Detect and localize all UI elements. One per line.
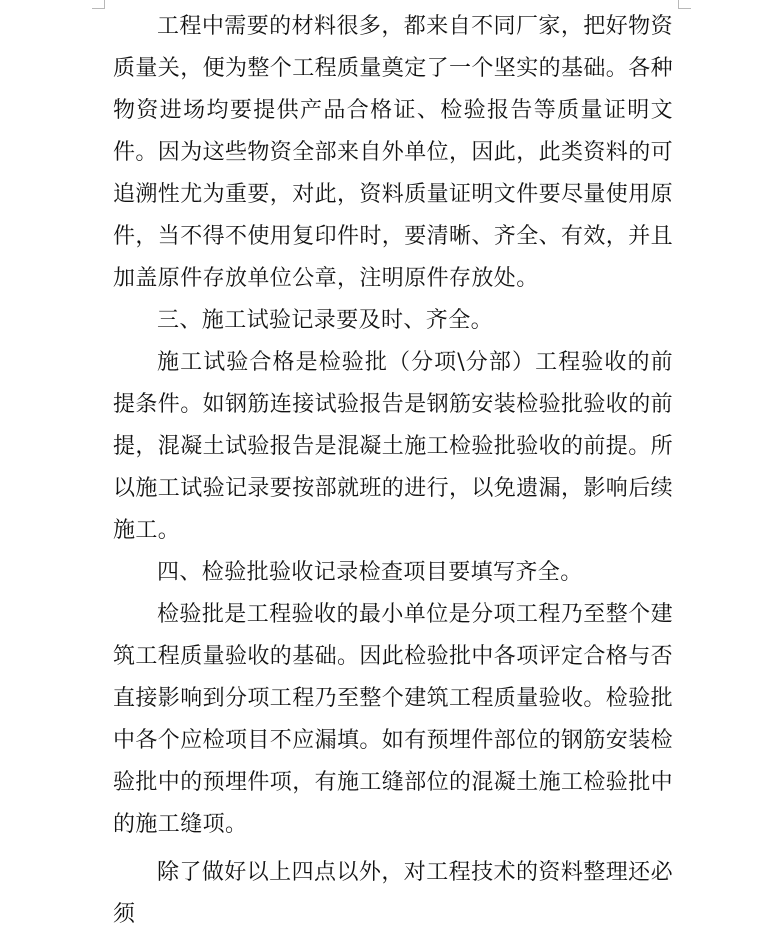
- left-margin-corner-mark: [92, 0, 105, 9]
- paragraph-inspection-lot-records: 检验批是工程验收的最小单位是分项工程乃至整个建筑工程质量验收的基础。因此检验批中各项评定合格与否直接影响到分项工程乃至整个建筑工程质量验收。检验批中各个应检项目不应漏填。如有预埋件部位的钢筋安装检验批中的预埋件项，有施工缝部位的混凝土施工检验批中的施工缝项。: [113, 602, 674, 837]
- heading-construction-test-records: 三、施工试验记录要及时、齐全。: [157, 308, 494, 333]
- document-body: [113, 6, 673, 936]
- paragraph-material-quality: 工程中需要的材料很多，都来自不同厂家，把好物资质量关，便为整个工程质量奠定了一个坚实的基础。各种物资进场均要提供产品合格证、检验报告等质量证明文件。因为这些物资全部来自外单位，因此，此类资料的可追溯性尤为重要，对此，资料质量证明文件要尽量使用原件，当不得不使用复印件时，要清晰、齐全、有效，并且加盖原件存放单位公章，注明原件存放处。: [113, 14, 674, 291]
- heading-inspection-lot-records: 四、检验批验收记录检查项目要填写齐全。: [157, 560, 583, 585]
- paragraph-closing: 除了做好以上四点以外，对工程技术的资料整理还必须: [113, 860, 673, 927]
- paragraph-construction-test-records: 施工试验合格是检验批（分项\分部）工程验收的前提条件。如钢筋连接试验报告是钢筋安装检验批验收的前提，混凝土试验报告是混凝土施工检验批验收的前提。所以施工试验记录要按部就班的进行，以免遗漏，影响后续施工。: [113, 350, 674, 543]
- right-margin-corner-mark: [678, 0, 691, 9]
